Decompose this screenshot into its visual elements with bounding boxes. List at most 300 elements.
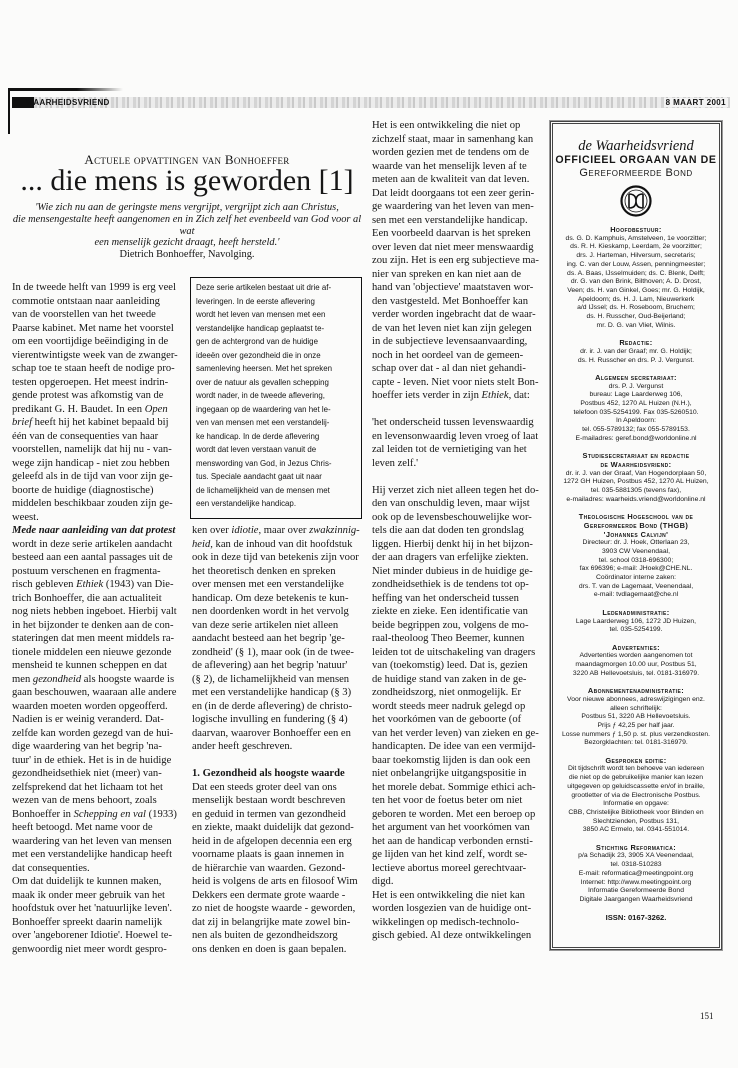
emphasis-run: brief xyxy=(12,417,33,428)
text-run: Dat een steeds groter deel van ons xyxy=(192,781,337,793)
colophon-line: Directeur: dr. J. Hoek, Otterlaan 23, xyxy=(582,539,690,547)
text-run: baar toekomstig lijden is dan ook een xyxy=(372,754,531,766)
text-run: wikkelingen op medisch-technolo- xyxy=(372,916,520,928)
emphasis-run: Ethiek xyxy=(76,579,104,590)
text-line xyxy=(12,578,182,592)
article-column-2 xyxy=(192,524,362,956)
text-line xyxy=(192,686,362,700)
text-run: Om dat duidelijk te kunnen maken, xyxy=(12,876,162,887)
colophon-line: Voor nieuwe abonnees, adreswijzigingen enz. xyxy=(567,695,705,703)
text-run: nen als buiten de gezondheidszorg xyxy=(192,930,338,941)
colophon-line: Slechtzienden, Postbus 131, xyxy=(592,817,680,825)
text-line xyxy=(372,902,544,916)
text-run: In de tweede helft van 1999 is erg veel xyxy=(12,282,176,293)
text-line xyxy=(196,403,356,417)
text-line xyxy=(372,713,544,727)
text-line xyxy=(192,943,362,957)
text-line xyxy=(192,659,362,673)
text-run: zondheid' (§ 1), maar ook (in de twee- xyxy=(192,646,354,658)
text-run: gisch gebied. Al deze ontwikkelingen xyxy=(372,930,532,941)
text-line xyxy=(372,929,544,943)
text-run: voorname plaats is gaan innemen in xyxy=(192,849,345,860)
epigraph-line: die mensengestalte heeft aangenomen en in Zich zelf het evenbeeld van God voor al wat xyxy=(12,213,362,237)
text-line xyxy=(12,646,182,660)
text-line xyxy=(196,497,356,511)
text-run: ven van mensen met een verstandelij- xyxy=(196,418,330,427)
text-line xyxy=(372,619,544,633)
text-run: boorte de huidige (diagnostische) xyxy=(12,484,154,496)
colophon-line: drs. P. J. Vergunst xyxy=(608,382,664,390)
text-run: beide begrippen zou, volgens de mo- xyxy=(372,619,529,631)
colophon-line: Losse nummers ƒ 1,50 p. st. plus verzendkosten. xyxy=(561,730,711,738)
text-run: verder worden ingebracht dat de waar- xyxy=(372,309,536,320)
text-line xyxy=(372,376,544,390)
colophon-line: Prijs ƒ 42,25 per half jaar. xyxy=(597,721,675,729)
colophon-line: 3850 AC Ermelo, tel. 0341-551014. xyxy=(582,826,690,834)
emphasis-run: Open xyxy=(144,403,168,415)
text-run: noch in het oordeel van de gemeen- xyxy=(372,349,524,361)
text-line xyxy=(196,470,356,484)
text-line xyxy=(372,646,544,660)
text-run: en (in de derde aflevering) de christo- xyxy=(192,700,353,712)
colophon-section xyxy=(553,452,719,504)
text-line xyxy=(12,349,182,363)
colophon-section xyxy=(553,226,719,330)
masthead-subtitle: OFFICIEEL ORGAAN VAN DE xyxy=(555,154,717,166)
colophon-line: uitgegeven op geluidscassette en/of in braille, xyxy=(567,782,705,790)
text-line xyxy=(196,308,356,322)
text-run: en levensonwaardig leven vroeg of laat xyxy=(372,430,539,442)
text-line xyxy=(372,848,544,862)
text-line xyxy=(12,632,182,646)
text-line xyxy=(12,862,182,876)
text-run: over de natuur als gevallen schepping xyxy=(196,377,329,387)
text-line xyxy=(372,214,544,228)
colophon-line: ds. A. Baas, IJsselmuiden; ds. C. Blenk, Delft; xyxy=(567,269,705,277)
colophon-line: Bezorgklachten: tel. 0181-316979. xyxy=(584,739,688,747)
text-line xyxy=(12,565,182,579)
text-line xyxy=(372,416,544,430)
text-run: een verstandelijke handicap. xyxy=(196,499,297,508)
text-run: (1943) van Die- xyxy=(103,579,174,590)
colophon-section xyxy=(553,844,719,905)
colophon-line: Advertenties worden aangenomen tot xyxy=(579,652,693,660)
text-line xyxy=(12,794,182,808)
text-run: den vastgesteld. Met Bonhoeffer kan xyxy=(372,295,529,307)
text-line xyxy=(192,902,362,916)
emphasis-run: zwakzinnig- xyxy=(309,525,360,536)
text-run: en geduid in termen van gezondheid xyxy=(192,808,346,820)
section-heading: 1. Gezondheid als hoogste waarde xyxy=(192,768,345,779)
text-run: men xyxy=(12,673,33,685)
text-run: zondheidsethiek is de tendens tot op- xyxy=(372,579,529,590)
text-run: 'het onderscheid tussen levenswaardig xyxy=(372,417,534,428)
colophon-heading: Theologische Hogeschool van de xyxy=(578,512,694,522)
text-run: over mensen met een verstandelijke xyxy=(192,579,344,590)
text-line xyxy=(372,119,544,133)
text-run: zelfsprekend dat het lichaam tot het xyxy=(12,781,163,793)
text-line xyxy=(372,254,544,268)
text-line xyxy=(196,416,356,430)
colophon-line: 3220 AB Hellevoetsluis, tel. 0181-316979. xyxy=(572,669,700,677)
text-run: in het bijzonder te denken aan de con- xyxy=(12,619,174,631)
gereformeerde-bond-logo-icon xyxy=(620,185,652,217)
text-run: commotie ontstaan naar aanleiding xyxy=(12,295,160,307)
text-run: het voorkómen van de geboorte (of xyxy=(372,714,522,725)
text-line xyxy=(12,659,182,673)
colophon-line: E-mail: reformatica@meetingpoint.org xyxy=(578,869,694,877)
colophon-line: Apeldoorn; ds. H. J. Lam, Nieuwerkerk xyxy=(577,295,695,303)
text-run: van (toekomstig) leed. Dat is, gezien xyxy=(372,660,528,671)
text-line xyxy=(12,821,182,835)
text-run: mensheid te kunnen scheppen en dat xyxy=(12,660,168,671)
text-line xyxy=(372,538,544,552)
colophon-line: a/d IJssel; ds. H. Roseboom, Bruchem; xyxy=(577,304,695,312)
text-line xyxy=(12,551,182,565)
colophon-line: Internet: http://www.meetingpoint.org xyxy=(580,878,692,886)
colophon-section xyxy=(553,687,719,748)
text-run: heffing van het onderscheid tussen xyxy=(372,592,519,604)
colophon-line: tel. 035-5881305 (tevens fax), xyxy=(590,487,682,495)
text-line xyxy=(12,281,182,295)
text-line xyxy=(12,700,182,714)
text-line xyxy=(12,673,182,687)
text-line xyxy=(196,389,356,403)
text-line xyxy=(192,821,362,835)
text-run: predikant G. H. Baudet. In een xyxy=(12,403,145,415)
text-run: de hiërarchie van waarden. Gezond- xyxy=(192,862,346,874)
text-run: ten het voor de foetus beter om niet xyxy=(372,795,523,806)
text-run: trich Bonhoeffer, die aan actualiteit xyxy=(12,592,162,604)
colophon-line: ds. R. H. Kieskamp, Leerdam, 2e voorzitter; xyxy=(570,243,702,251)
page-edge-top xyxy=(8,88,123,91)
colophon-line: p/a Schadijk 23, 3905 XA Veenendaal, xyxy=(578,852,694,860)
colophon-line: ds. H. Russcher en drs. P. J. Vergunst. xyxy=(577,356,695,364)
text-line xyxy=(372,457,544,471)
text-run: als hoogste waarde is xyxy=(81,673,175,685)
colophon-line: Postbus 51, 3220 AB Hellevoetsluis. xyxy=(581,713,691,721)
text-run: dige waardering van het begrip 'na- xyxy=(12,741,162,752)
text-run: de aflevering) aan het begrip 'natuur' xyxy=(192,660,348,671)
spacer xyxy=(372,403,544,417)
text-line xyxy=(372,781,544,795)
column-2-text-bottom xyxy=(192,781,362,957)
text-line xyxy=(372,362,544,376)
text-run: Paarse kabinet. Met name het voorstel xyxy=(12,322,174,334)
text-run: Bonhoeffer spreekt daarin namelijk xyxy=(12,916,163,928)
text-line xyxy=(12,875,182,889)
text-line xyxy=(12,322,182,336)
text-line xyxy=(12,524,182,538)
text-run: Dekkers een dermate grote waarde - xyxy=(192,889,346,901)
text-run: met een verstandelijke handicap (§ 3) xyxy=(192,687,352,698)
text-line xyxy=(372,794,544,808)
text-line xyxy=(12,605,182,619)
colophon-sections xyxy=(553,226,719,905)
text-run: waarden moeten worden opgeofferd. xyxy=(12,700,168,712)
text-line xyxy=(192,619,362,633)
text-line xyxy=(192,875,362,889)
text-line xyxy=(196,349,356,363)
text-run: van het verder leven) van zieken en ge- xyxy=(372,727,539,739)
article-title: ... die mens is geworden [1] xyxy=(20,164,354,197)
colophon-line: die niet op de gebruikelijke manier kan lezen xyxy=(568,774,704,782)
text-line xyxy=(372,727,544,741)
text-run: tionele middelen een nieuwe gezonde xyxy=(12,646,172,658)
text-line xyxy=(192,916,362,930)
text-run: leven zelf.' xyxy=(372,457,419,469)
text-line xyxy=(12,713,182,727)
text-line xyxy=(372,875,544,889)
emphasis-run: gezondheid xyxy=(32,673,82,685)
colophon-line: tel. school 0318-696300; xyxy=(598,556,674,564)
text-run: ingegaan op de waardering van het le- xyxy=(196,404,331,414)
colophon-line: Digitale Jaargangen Waarheidsvriend xyxy=(579,896,693,903)
text-run: de van het leven niet kan zijn gelegen xyxy=(372,322,532,334)
text-line xyxy=(192,808,362,822)
text-run: ander heeft geschreven. xyxy=(192,741,293,752)
colophon-heading: de Waarheidsvriend: xyxy=(600,459,672,469)
text-line xyxy=(372,862,544,876)
text-run: , maar over xyxy=(258,525,310,536)
text-run: zou zijn. Het is een erg subjectieve ma- xyxy=(372,255,539,266)
text-line xyxy=(372,443,544,457)
text-run: de lichamelijkheid van de mensen met xyxy=(196,485,330,495)
text-run: ons denken en doen is gaan bepalen. xyxy=(192,943,347,955)
text-line xyxy=(372,241,544,255)
text-run: Een voorbeeld daarvan is het spreken xyxy=(372,228,531,239)
text-run: der aan dragers van erfelijke ziekten. xyxy=(372,552,529,563)
text-line xyxy=(12,389,182,403)
colophon-line: Postbus 452, 1270 AL Huizen (N.H.), xyxy=(580,400,692,408)
colophon-line: In Apeldoorn: xyxy=(615,417,657,425)
text-line xyxy=(192,524,362,538)
text-line xyxy=(192,578,362,592)
colophon-heading: Gesproken editie: xyxy=(605,755,667,765)
text-line xyxy=(192,848,362,862)
text-run: zichzelf staat, maar in samenhang kan xyxy=(372,133,534,145)
text-run: ken over xyxy=(192,525,232,536)
text-run: ge lijden van het kind zelf, wordt se- xyxy=(372,849,528,860)
text-line xyxy=(12,497,182,511)
text-run: samenleving heersen. Met het spreken xyxy=(196,364,332,373)
epigraph-attribution: Dietrich Bonhoeffer, Navolging. xyxy=(119,249,255,261)
page-edge-left xyxy=(8,88,10,134)
text-line xyxy=(12,592,182,606)
colophon-section xyxy=(553,609,719,635)
text-line xyxy=(196,295,356,309)
text-run: liggen. Hierbij denkt hij in het bijzon- xyxy=(372,538,533,550)
colophon-line: dr. ir. J. van der Graaf; mr. G. Holdijk; xyxy=(580,347,692,355)
text-run: nen doordenken wordt in het vervolg xyxy=(192,606,349,617)
text-line xyxy=(372,389,544,403)
text-line xyxy=(12,808,182,822)
colophon-line: telefoon 035-5254199. Fax 035-5260510. xyxy=(573,408,699,416)
text-line xyxy=(192,794,362,808)
epigraph xyxy=(12,202,362,261)
text-line xyxy=(372,578,544,592)
article-column-3 xyxy=(372,119,544,943)
text-run: digd. xyxy=(372,876,394,887)
text-run: zelfde kan worden gezegd van de hui- xyxy=(12,727,174,739)
colophon-section xyxy=(553,374,719,444)
text-run: Het is een ontwikkeling die niet op xyxy=(372,120,521,131)
issn: ISSN: 0167-3262. xyxy=(605,913,667,923)
text-line xyxy=(192,673,362,687)
colophon-line: Coördinator interne zaken: xyxy=(595,574,677,582)
text-run: ziekte en zieke. Een identificatie van xyxy=(372,606,528,617)
text-run: handicapten. De idee van een vermijd- xyxy=(372,741,536,752)
text-run: heid is volgens de arts en filosoof Wim xyxy=(192,876,358,887)
text-run: Deze serie artikelen bestaat uit drie af- xyxy=(196,283,332,292)
text-run: waarde van het menselijk leven af te xyxy=(372,160,527,172)
text-run: schap over dat - al dan niet gehandi- xyxy=(372,363,526,374)
colophon-line: drs. J. Harteman, Hilversum, secretaris; xyxy=(576,252,696,260)
emphasis-run: Mede naar aanleiding van dat protest xyxy=(12,525,176,536)
text-run: niet onbelangrijke uitgangspositie in xyxy=(372,768,527,779)
text-run: menswording van God, in Jezus Chris- xyxy=(196,458,332,468)
colophon-line: E-mailadres: geref.bond@worldonline.nl xyxy=(575,434,697,442)
text-line xyxy=(372,700,544,714)
colophon-line: 3903 CW Veenendaal, xyxy=(601,547,671,555)
text-line xyxy=(12,767,182,781)
text-run: wordt steeds meer nadruk gelegd op xyxy=(372,700,526,712)
text-run: ge waardering van het leven van men- xyxy=(372,201,534,212)
text-run: heeft hij het kabinet bepaald bij xyxy=(32,417,169,428)
text-run: hoeffer iets verder in zijn xyxy=(372,390,482,401)
text-run: nog niets hebben ingeboet. Hierbij valt xyxy=(12,606,177,617)
text-line xyxy=(196,443,356,457)
text-run: meten aan de kwaliteit van dat leven. xyxy=(372,174,530,185)
text-line xyxy=(196,430,356,444)
text-run: Het is een ontwikkeling die niet kan xyxy=(372,889,525,901)
text-run: dat zij in belangrijke mate zowel bin- xyxy=(192,916,351,928)
text-run: (1933) xyxy=(145,808,177,820)
text-line xyxy=(12,686,182,700)
text-run: wezen van de mens behoort, zoals xyxy=(12,795,157,806)
text-line xyxy=(12,916,182,930)
text-line xyxy=(372,916,544,930)
colophon-section xyxy=(553,513,719,600)
text-line xyxy=(372,200,544,214)
text-run: , kan de inhoud van dit hoofdstuk xyxy=(210,538,353,550)
text-line xyxy=(372,335,544,349)
text-run: waardering van het leven van mensen xyxy=(12,835,172,847)
text-run: de huidige stand van zaken in de ge- xyxy=(372,673,527,685)
text-run: met een verstandelijke handicap heeft xyxy=(12,849,173,860)
colophon-box xyxy=(550,121,722,950)
text-line xyxy=(192,929,362,943)
text-line xyxy=(372,430,544,444)
colophon-line: e-mailadres: waarheids.vriend@worldonline.nl xyxy=(566,495,706,503)
text-run: maak ik onder meer gebruik van het xyxy=(12,889,165,901)
text-line xyxy=(12,781,182,795)
text-line xyxy=(192,740,362,754)
text-run: aandacht besteed aan het begrip 'ge- xyxy=(192,633,345,644)
text-line xyxy=(12,511,182,525)
emphasis-run: idiotie xyxy=(231,525,259,536)
text-line xyxy=(372,767,544,781)
text-run: lectieve abortus moreel gerechtvaar- xyxy=(372,862,527,874)
text-run: risch gebleven xyxy=(12,579,77,590)
text-run: ook op de levensbeschouwelijke wor- xyxy=(372,511,532,523)
text-line xyxy=(192,538,362,552)
colophon-line: Lage Laarderweg 106, 1272 JD Huizen, xyxy=(575,617,697,625)
text-run: ke handicap. In de derde aflevering xyxy=(196,431,320,441)
text-run: ook in deze tijd van betekenis zijn voor xyxy=(192,552,359,563)
text-run: leiden tot de uitschakeling van dragers xyxy=(372,646,536,658)
text-line xyxy=(192,551,362,565)
text-line xyxy=(12,929,182,943)
text-run: zo niet de hoogste waarde - geworden, xyxy=(192,903,356,914)
text-line xyxy=(196,335,356,349)
text-run: geleefd als in de tijd van voor zijn ge- xyxy=(12,471,173,482)
colophon-heading: Advertenties: xyxy=(611,642,660,652)
text-line xyxy=(12,308,182,322)
text-line xyxy=(196,281,356,295)
colophon-line: dr. G. van den Brink, Bilthoven; A. D. Drost, xyxy=(570,278,702,286)
text-line xyxy=(372,821,544,835)
text-line xyxy=(372,524,544,538)
text-run: wege zijn handicap - niet zou hebben xyxy=(12,457,170,469)
colophon-line: Informatie en opgave: xyxy=(603,800,669,808)
text-run: van deze serie artikelen niet alleen xyxy=(192,619,339,631)
colophon-line: dr. ir. J. van der Graaf, Van Hogendorplaan 50, xyxy=(565,469,707,477)
text-line xyxy=(12,403,182,417)
text-run: sen met een verstandelijke handicap. xyxy=(372,214,528,226)
colophon-section xyxy=(553,757,719,835)
colophon-line: 1272 GH Huizen, Postbus 452, 1270 AL Huizen, xyxy=(563,478,709,486)
colophon-line: ds. H. Russcher, Oud-Beijerland; xyxy=(586,313,686,321)
text-run: het aan de handicap verbonden ernsti- xyxy=(372,835,533,847)
colophon-section xyxy=(553,339,719,365)
column-3-intro xyxy=(372,119,544,403)
text-line xyxy=(12,943,182,957)
text-run: logische invulling en fundering (§ 4) xyxy=(192,714,348,725)
text-line xyxy=(192,632,362,646)
colophon-line: tel. 035-5254199. xyxy=(609,626,663,634)
text-run: weest. xyxy=(12,511,39,523)
text-line xyxy=(192,605,362,619)
column-3-body xyxy=(372,484,544,943)
text-line xyxy=(196,322,356,336)
spacer xyxy=(192,754,362,768)
text-line xyxy=(372,133,544,147)
text-line xyxy=(192,835,362,849)
spacer xyxy=(372,470,544,484)
text-line xyxy=(196,457,356,471)
text-run: menselijk bestaan wordt beschreven xyxy=(192,795,346,806)
text-line xyxy=(12,430,182,444)
text-line xyxy=(372,659,544,673)
column-2-text-top xyxy=(192,524,362,754)
text-line xyxy=(372,322,544,336)
text-line xyxy=(12,484,182,498)
text-run: hand van 'objectieve' maatstaven wor- xyxy=(372,282,534,293)
text-run: dat consequenties. xyxy=(12,862,90,874)
text-run: wordt in deze serie artikelen aandacht xyxy=(12,538,173,550)
text-line xyxy=(372,592,544,606)
text-line xyxy=(12,902,182,916)
colophon-line: maandagmorgen 10.00 uur, Postbus 51, xyxy=(575,661,697,669)
running-header-publication: WAARHEIDSVRIEND xyxy=(26,98,110,107)
text-line xyxy=(12,457,182,471)
text-line xyxy=(372,686,544,700)
text-run: leveringen. In de eerste aflevering xyxy=(196,296,315,306)
text-run: gaan beschouwen, waaraan alle andere xyxy=(12,687,177,698)
text-line xyxy=(372,551,544,565)
text-line xyxy=(192,646,362,660)
